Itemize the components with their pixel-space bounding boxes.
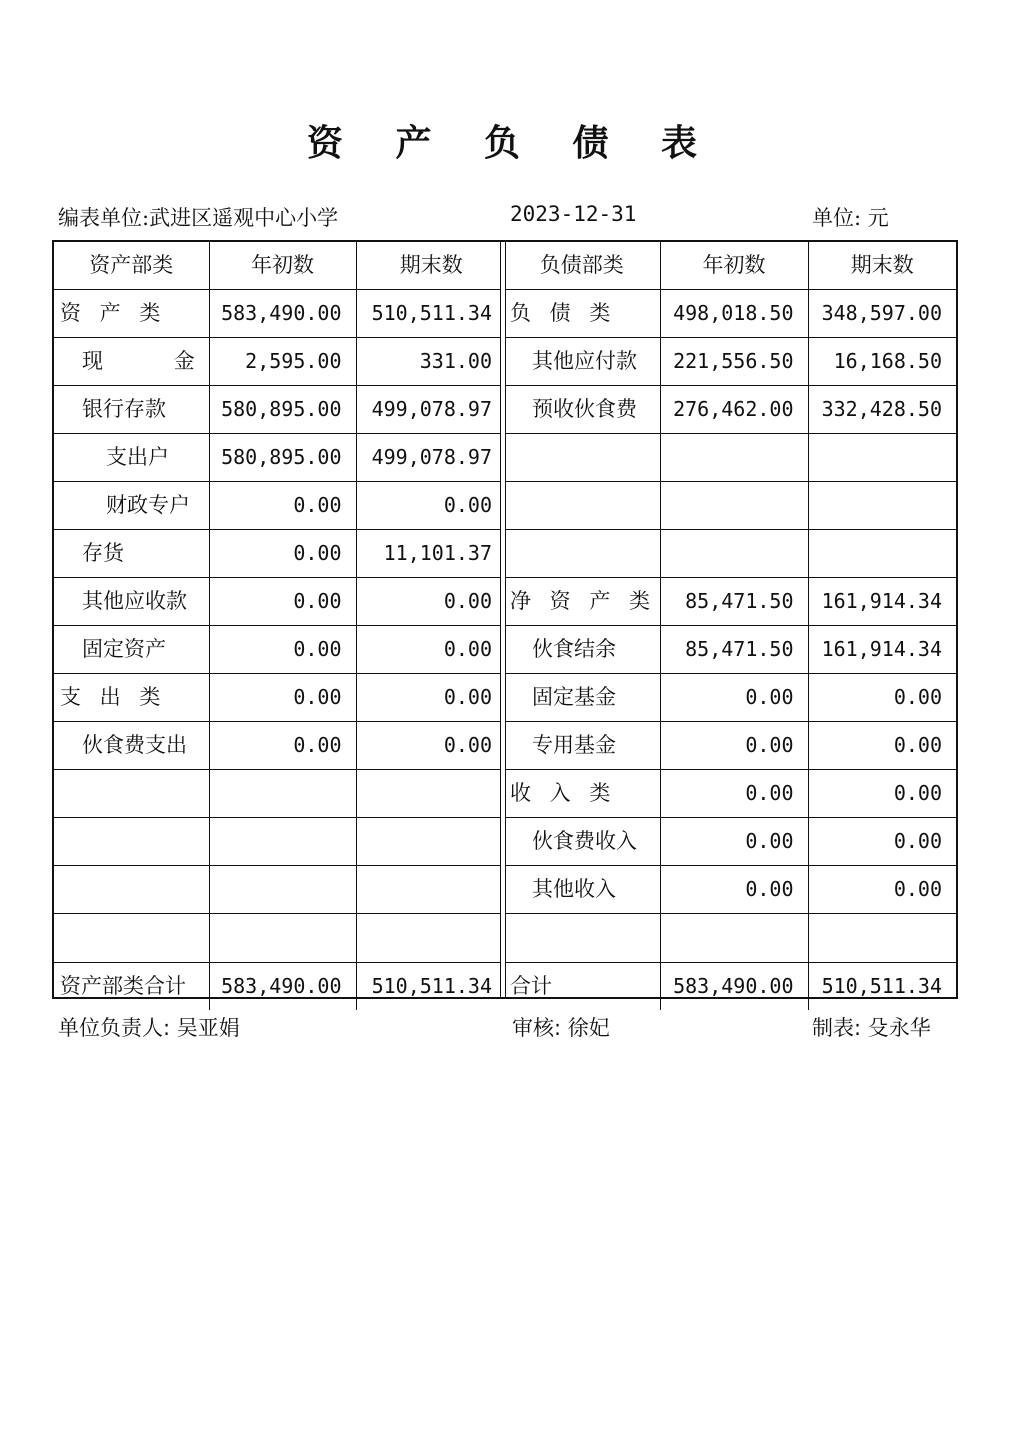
preparer: 制表: 殳永华 bbox=[812, 1016, 931, 1040]
table-row bbox=[504, 722, 956, 770]
page-title: 资 产 负 债 表 bbox=[306, 122, 718, 164]
begin-value: 0.00 bbox=[209, 578, 356, 626]
row-label: 收 入 类 bbox=[504, 770, 660, 818]
begin-value: 85,471.50 bbox=[660, 578, 808, 626]
empty-row bbox=[54, 866, 506, 914]
column-header: 负债部类 bbox=[504, 242, 660, 290]
begin-value: 85,471.50 bbox=[660, 626, 808, 674]
begin-value: 0.00 bbox=[209, 674, 356, 722]
row-label: 伙食费支出 bbox=[54, 722, 209, 770]
table-header-row bbox=[54, 242, 506, 290]
begin-value: 0.00 bbox=[209, 722, 356, 770]
reviewer: 审核: 徐妃 bbox=[512, 1016, 610, 1040]
row-label: 存货 bbox=[54, 530, 209, 578]
row-label: 伙食费收入 bbox=[504, 818, 660, 866]
end-value: 499,078.97 bbox=[356, 386, 506, 434]
liabilities-table bbox=[504, 242, 956, 1010]
table-row bbox=[504, 770, 956, 818]
end-value: 11,101.37 bbox=[356, 530, 506, 578]
table-row bbox=[54, 626, 506, 674]
empty-cell bbox=[356, 770, 506, 818]
empty-cell bbox=[660, 482, 808, 530]
column-header: 年初数 bbox=[209, 242, 356, 290]
total-begin-value: 583,490.00 bbox=[209, 963, 356, 1011]
table-row bbox=[504, 674, 956, 722]
empty-row bbox=[504, 434, 956, 482]
end-value: 0.00 bbox=[356, 674, 506, 722]
begin-value: 0.00 bbox=[209, 530, 356, 578]
row-label: 预收伙食费 bbox=[504, 386, 660, 434]
end-value: 0.00 bbox=[356, 482, 506, 530]
double-rule-divider bbox=[500, 242, 506, 997]
end-value: 16,168.50 bbox=[808, 338, 956, 386]
column-header: 期末数 bbox=[356, 242, 506, 290]
empty-cell bbox=[209, 818, 356, 866]
empty-cell bbox=[356, 866, 506, 914]
empty-cell bbox=[504, 530, 660, 578]
empty-cell bbox=[808, 434, 956, 482]
row-label: 其他应收款 bbox=[54, 578, 209, 626]
end-value: 0.00 bbox=[808, 770, 956, 818]
empty-cell bbox=[504, 434, 660, 482]
total-row bbox=[54, 963, 506, 1011]
empty-cell bbox=[504, 482, 660, 530]
empty-cell bbox=[660, 530, 808, 578]
table-row bbox=[504, 338, 956, 386]
end-value: 161,914.34 bbox=[808, 578, 956, 626]
begin-value: 0.00 bbox=[209, 626, 356, 674]
table-row bbox=[504, 626, 956, 674]
column-header: 年初数 bbox=[660, 242, 808, 290]
empty-row bbox=[504, 482, 956, 530]
table-header-row bbox=[504, 242, 956, 290]
total-begin-value: 583,490.00 bbox=[660, 963, 808, 1011]
empty-cell bbox=[54, 770, 209, 818]
row-label: 资 产 类 bbox=[54, 290, 209, 338]
begin-value: 2,595.00 bbox=[209, 338, 356, 386]
row-label: 现 金 bbox=[54, 338, 209, 386]
table-row bbox=[54, 338, 506, 386]
report-date: 2023-12-31 bbox=[510, 202, 637, 226]
begin-value: 276,462.00 bbox=[660, 386, 808, 434]
begin-value: 221,556.50 bbox=[660, 338, 808, 386]
balance-sheet-table bbox=[52, 240, 958, 999]
empty-cell bbox=[54, 818, 209, 866]
table-row bbox=[54, 386, 506, 434]
empty-cell bbox=[808, 530, 956, 578]
row-label: 支 出 类 bbox=[54, 674, 209, 722]
empty-row bbox=[54, 770, 506, 818]
empty-row bbox=[504, 530, 956, 578]
end-value: 0.00 bbox=[808, 818, 956, 866]
table-row bbox=[504, 818, 956, 866]
begin-value: 580,895.00 bbox=[209, 434, 356, 482]
empty-cell bbox=[209, 770, 356, 818]
table-row bbox=[54, 578, 506, 626]
table-row bbox=[504, 386, 956, 434]
row-label: 专用基金 bbox=[504, 722, 660, 770]
column-header: 资产部类 bbox=[54, 242, 209, 290]
row-label: 支出户 bbox=[54, 434, 209, 482]
end-value: 510,511.34 bbox=[356, 290, 506, 338]
begin-value: 0.00 bbox=[660, 722, 808, 770]
begin-value: 0.00 bbox=[660, 818, 808, 866]
empty-row bbox=[504, 914, 956, 963]
currency-unit: 单位: 元 bbox=[812, 206, 889, 230]
end-value: 0.00 bbox=[356, 626, 506, 674]
empty-cell bbox=[54, 866, 209, 914]
empty-cell bbox=[356, 818, 506, 866]
table-row bbox=[504, 290, 956, 338]
end-value: 348,597.00 bbox=[808, 290, 956, 338]
empty-cell bbox=[808, 914, 956, 963]
empty-cell bbox=[660, 914, 808, 963]
begin-value: 0.00 bbox=[660, 674, 808, 722]
empty-row bbox=[54, 818, 506, 866]
total-row bbox=[504, 963, 956, 1011]
end-value: 331.00 bbox=[356, 338, 506, 386]
table-row bbox=[54, 674, 506, 722]
empty-cell bbox=[808, 482, 956, 530]
table-row bbox=[54, 530, 506, 578]
total-label: 合计 bbox=[504, 963, 660, 1011]
end-value: 0.00 bbox=[808, 722, 956, 770]
end-value: 332,428.50 bbox=[808, 386, 956, 434]
total-label: 资产部类合计 bbox=[54, 963, 209, 1011]
row-label: 其他收入 bbox=[504, 866, 660, 914]
table-row bbox=[54, 434, 506, 482]
row-label: 负 债 类 bbox=[504, 290, 660, 338]
end-value: 161,914.34 bbox=[808, 626, 956, 674]
end-value: 0.00 bbox=[808, 866, 956, 914]
table-row bbox=[54, 290, 506, 338]
table-row bbox=[504, 866, 956, 914]
begin-value: 0.00 bbox=[660, 770, 808, 818]
column-header: 期末数 bbox=[808, 242, 956, 290]
empty-cell bbox=[209, 866, 356, 914]
row-label: 其他应付款 bbox=[504, 338, 660, 386]
table-row bbox=[54, 722, 506, 770]
end-value: 499,078.97 bbox=[356, 434, 506, 482]
responsible-person: 单位负责人: 吴亚娟 bbox=[58, 1016, 240, 1040]
empty-row bbox=[54, 914, 506, 963]
end-value: 0.00 bbox=[808, 674, 956, 722]
assets-table bbox=[54, 242, 506, 1010]
row-label: 固定资产 bbox=[54, 626, 209, 674]
row-label: 净 资 产 类 bbox=[504, 578, 660, 626]
end-value: 0.00 bbox=[356, 578, 506, 626]
empty-cell bbox=[504, 914, 660, 963]
begin-value: 498,018.50 bbox=[660, 290, 808, 338]
begin-value: 580,895.00 bbox=[209, 386, 356, 434]
row-label: 固定基金 bbox=[504, 674, 660, 722]
row-label: 银行存款 bbox=[54, 386, 209, 434]
table-row bbox=[54, 482, 506, 530]
row-label: 财政专户 bbox=[54, 482, 209, 530]
empty-cell bbox=[660, 434, 808, 482]
begin-value: 0.00 bbox=[660, 866, 808, 914]
reporting-unit: 编表单位:武进区遥观中心小学 bbox=[58, 206, 339, 230]
empty-cell bbox=[209, 914, 356, 963]
empty-cell bbox=[54, 914, 209, 963]
total-end-value: 510,511.34 bbox=[356, 963, 506, 1011]
total-end-value: 510,511.34 bbox=[808, 963, 956, 1011]
table-row bbox=[504, 578, 956, 626]
end-value: 0.00 bbox=[356, 722, 506, 770]
begin-value: 583,490.00 bbox=[209, 290, 356, 338]
row-label: 伙食结余 bbox=[504, 626, 660, 674]
empty-cell bbox=[356, 914, 506, 963]
begin-value: 0.00 bbox=[209, 482, 356, 530]
